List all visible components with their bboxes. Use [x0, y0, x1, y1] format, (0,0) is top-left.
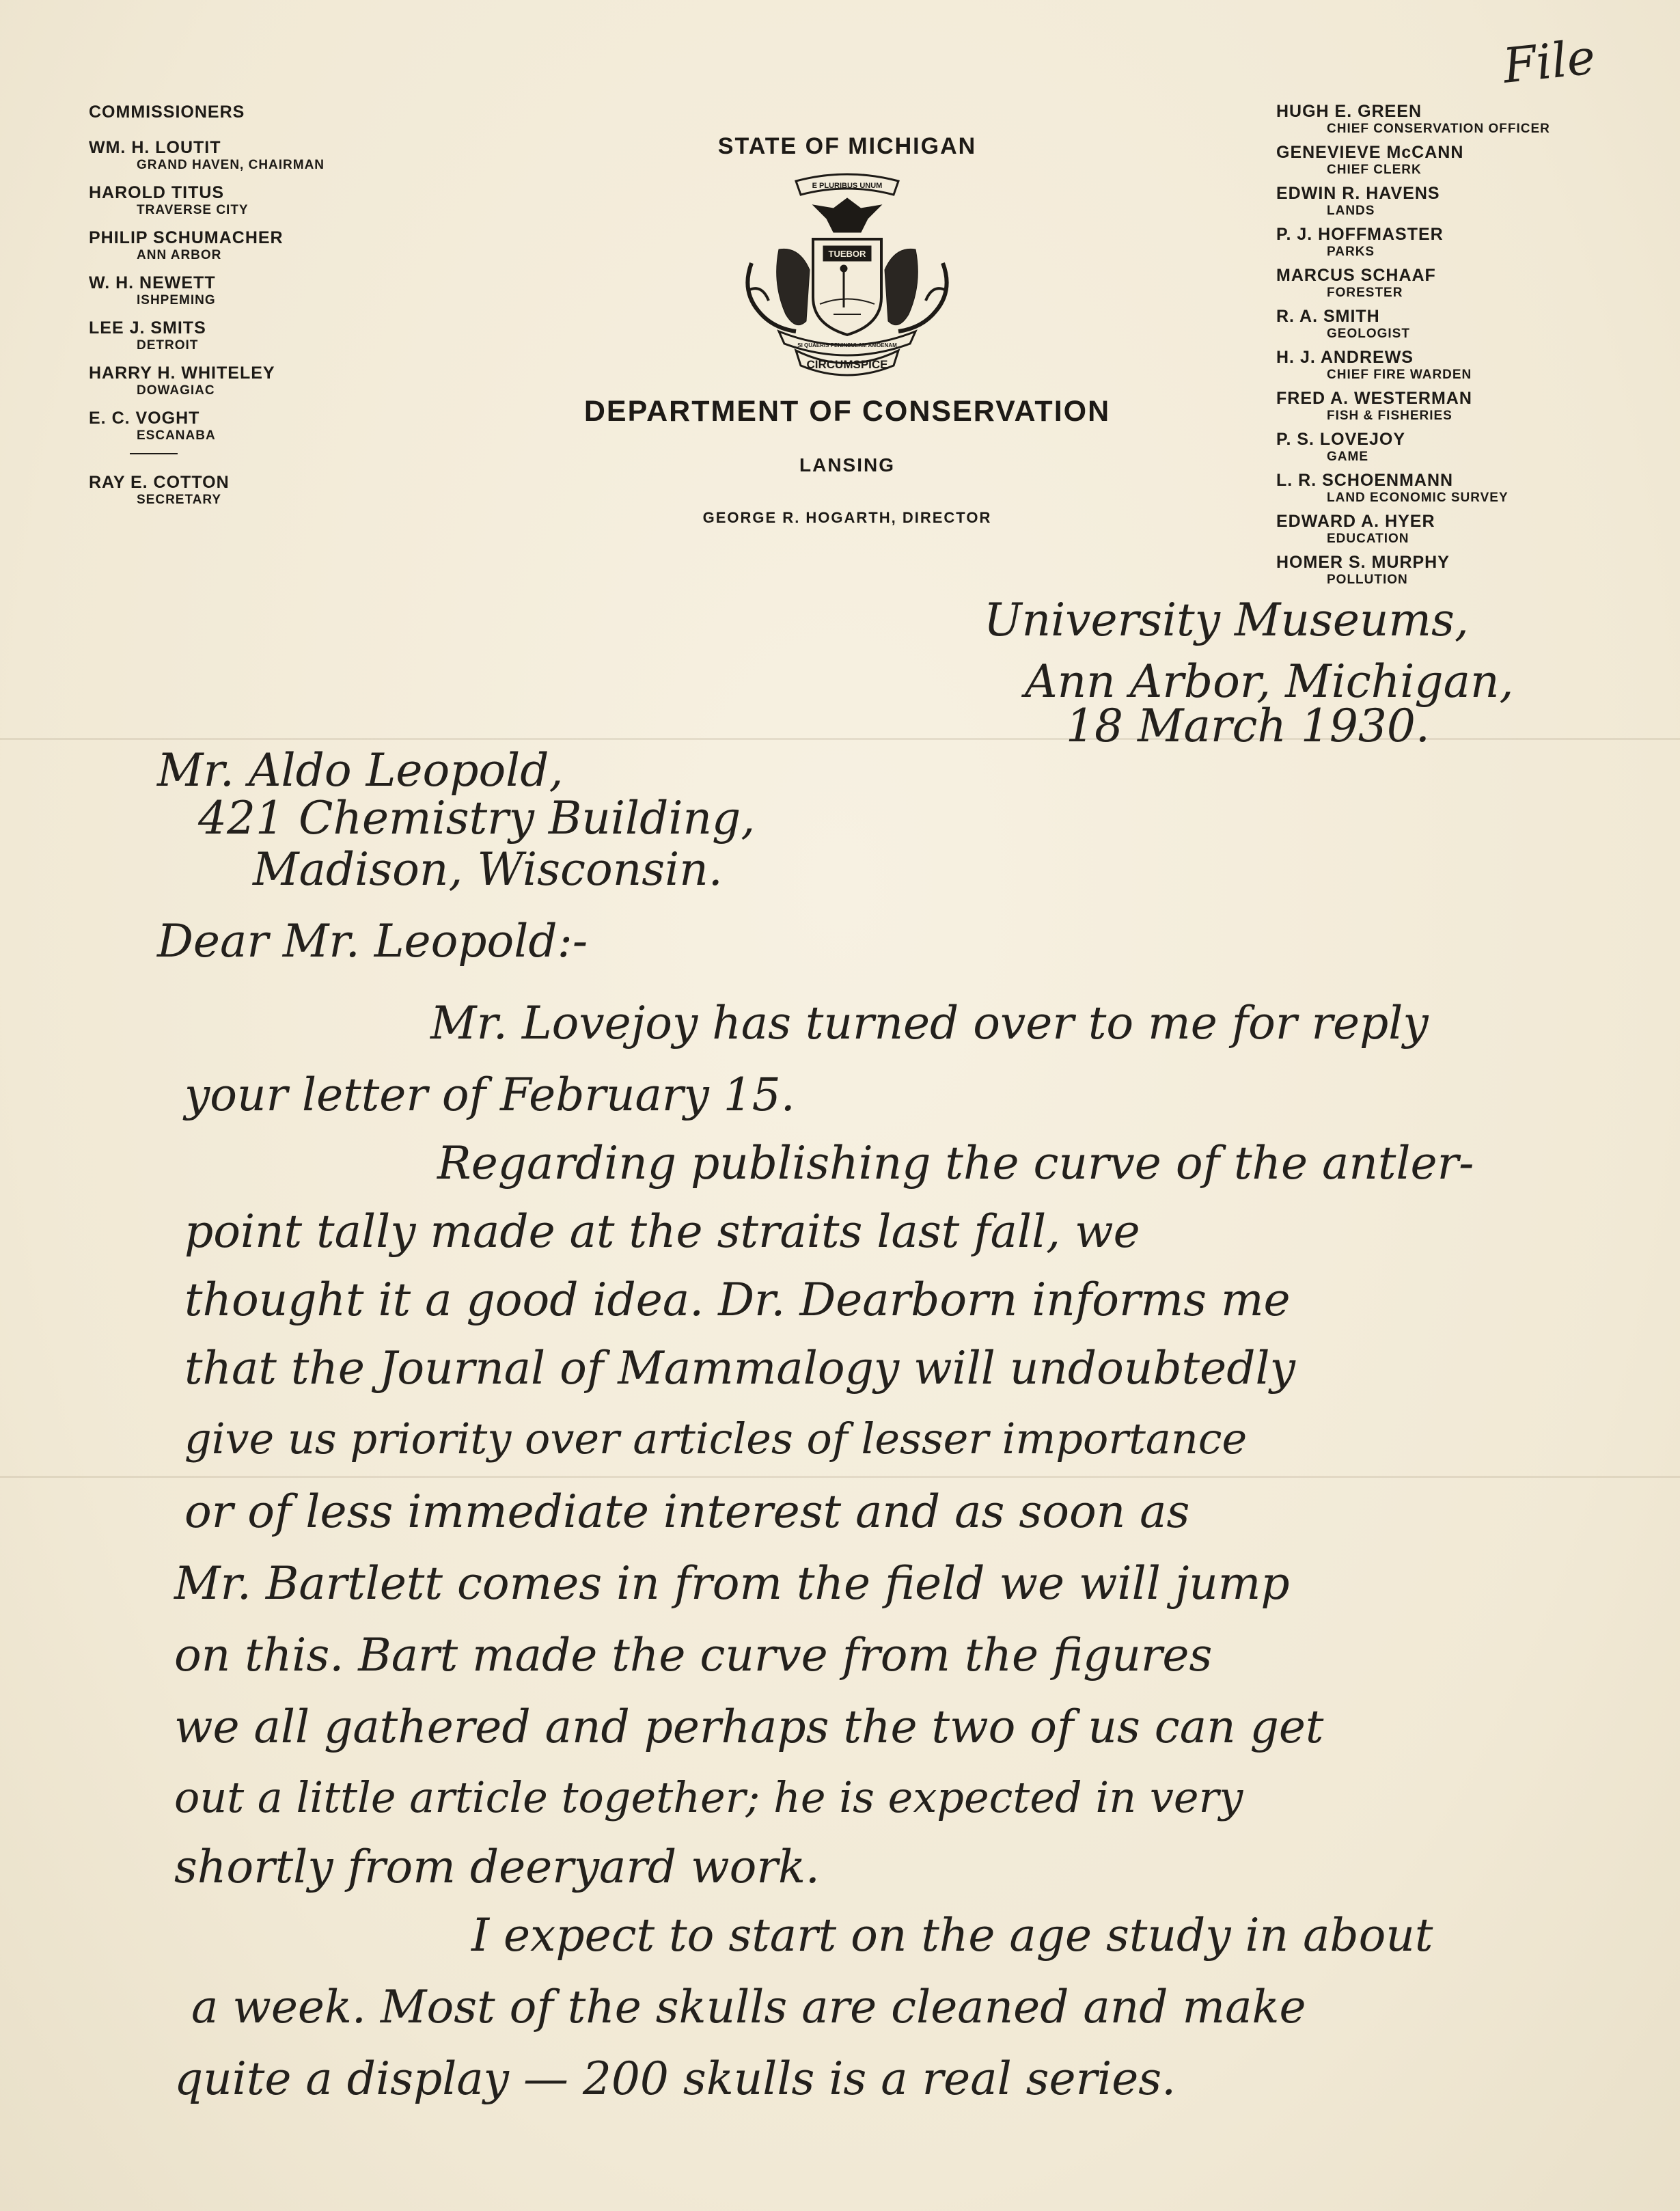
body-line: on this. Bart made the curve from the figures [174, 1629, 1213, 1681]
officer-entry [1276, 388, 1659, 424]
secretary-name: RAY E. COTTON [89, 473, 230, 492]
body-line: Mr. Lovejoy has turned over to me for reply [430, 997, 1429, 1049]
officer-title: LANDS [1327, 204, 1375, 218]
commissioner-entry [89, 137, 410, 173]
commissioner-entry [89, 228, 410, 263]
body-line: Regarding publishing the curve of the antler- [437, 1137, 1474, 1190]
commissioner-place: DOWAGIAC [137, 383, 215, 398]
department-title: DEPARTMENT OF CONSERVATION [583, 395, 1111, 428]
seal-motto-top: E PLURIBUS UNUM [812, 182, 883, 190]
body-line: out a little article together; he is expected in very [174, 1772, 1243, 1822]
officer-name: P. J. HOFFMASTER [1276, 225, 1444, 244]
commissioner-place: DETROIT [137, 338, 199, 353]
body-line: I expect to start on the age study in about [471, 1909, 1433, 1962]
commissioner-name: LEE J. SMITS [89, 318, 206, 338]
officer-name: P. S. LOVEJOY [1276, 430, 1406, 449]
commissioner-name: E. C. VOGHT [89, 409, 200, 428]
commissioner-place: GRAND HAVEN, CHAIRMAN [137, 158, 325, 172]
officer-title: FORESTER [1327, 286, 1403, 300]
commissioner-name: HARRY H. WHITELEY [89, 363, 275, 383]
body-line: your letter of February 15. [184, 1069, 795, 1121]
officer-title: FISH & FISHERIES [1327, 409, 1452, 423]
officer-title: PARKS [1327, 245, 1375, 259]
seal-shield-motto: TUEBOR [828, 249, 866, 259]
officer-title: CHIEF FIRE WARDEN [1327, 368, 1472, 382]
commissioner-name: WM. H. LOUTIT [89, 138, 221, 157]
commissioner-entry [89, 408, 410, 443]
officer-name: HOMER S. MURPHY [1276, 553, 1450, 572]
officer-name: R. A. SMITH [1276, 307, 1380, 326]
commissioner-entry [89, 273, 410, 308]
body-line: point tally made at the straits last fall, we [184, 1205, 1140, 1258]
commissioner-place: ANN ARBOR [137, 248, 222, 262]
seal-motto-bottom: CIRCUMSPICE [806, 358, 888, 371]
officer-entry [1276, 306, 1659, 342]
officer-entry [1276, 142, 1659, 178]
commissioner-name: W. H. NEWETT [89, 273, 216, 292]
officer-entry [1276, 470, 1659, 506]
body-line: give us priority over articles of lesser importance [184, 1414, 1248, 1464]
officer-name: MARCUS SCHAAF [1276, 266, 1436, 285]
officers-column [1276, 101, 1659, 593]
city-label: LANSING [799, 454, 895, 476]
michigan-seal-icon [731, 167, 963, 383]
state-title: STATE OF MICHIGAN [717, 133, 977, 159]
recipient-line: Madison, Wisconsin. [253, 843, 723, 896]
officer-name: FRED A. WESTERMAN [1276, 389, 1472, 408]
body-line: or of less immediate interest and as soon as [184, 1485, 1190, 1538]
officer-title: GAME [1327, 450, 1368, 464]
director-label: GEORGE R. HOGARTH, DIRECTOR [702, 509, 992, 526]
officer-title: CHIEF CLERK [1327, 163, 1422, 177]
officer-title: GEOLOGIST [1327, 327, 1410, 341]
file-annotation: File [1500, 29, 1598, 94]
commissioner-name: HAROLD TITUS [89, 183, 225, 202]
commissioner-place: ISHPEMING [137, 293, 216, 307]
return-address-line: Ann Arbor, Michigan, [1025, 655, 1514, 708]
officer-entry [1276, 511, 1659, 547]
officer-title: LAND ECONOMIC SURVEY [1327, 491, 1509, 505]
body-line: we all gathered and perhaps the two of us can get [174, 1701, 1324, 1753]
officer-name: GENEVIEVE McCANN [1276, 143, 1464, 162]
body-line: that the Journal of Mammalogy will undoubtedly [184, 1342, 1295, 1395]
officer-title: CHIEF CONSERVATION OFFICER [1327, 122, 1550, 136]
commissioners-column [89, 102, 410, 517]
officer-entry [1276, 183, 1659, 219]
body-line: a week. Most of the skulls are cleaned and make [191, 1981, 1306, 2033]
body-line: quite a display — 200 skulls is a real series. [174, 2052, 1176, 2105]
commissioner-place: TRAVERSE CITY [137, 203, 249, 217]
officer-title: EDUCATION [1327, 532, 1409, 546]
commissioner-name: PHILIP SCHUMACHER [89, 228, 284, 247]
seal-band-motto: SI QUAERIS PENINSULAM AMOENAM [797, 342, 897, 348]
officer-entry [1276, 347, 1659, 383]
divider [130, 453, 178, 454]
officer-entry [1276, 429, 1659, 465]
officer-entry [1276, 101, 1659, 137]
commissioner-entry [89, 182, 410, 218]
officer-name: EDWARD A. HYER [1276, 512, 1435, 531]
secretary-title: SECRETARY [137, 493, 222, 507]
officer-name: EDWIN R. HAVENS [1276, 184, 1440, 203]
commissioner-entry [89, 363, 410, 398]
commissioner-place: ESCANABA [137, 428, 216, 443]
recipient-line: Mr. Aldo Leopold, [157, 744, 564, 797]
commissioners-heading: COMMISSIONERS [89, 102, 245, 122]
return-address-line: University Museums, [984, 594, 1469, 646]
officer-entry [1276, 552, 1659, 588]
body-line: shortly from deeryard work. [174, 1841, 820, 1893]
officer-name: L. R. SCHOENMANN [1276, 471, 1454, 490]
letter-date: 18 March 1930. [1066, 700, 1430, 752]
officer-name: HUGH E. GREEN [1276, 102, 1422, 121]
recipient-line: 421 Chemistry Building, [198, 792, 756, 844]
officer-entry [1276, 265, 1659, 301]
secretary-entry [89, 472, 410, 508]
body-line: Mr. Bartlett comes in from the field we will jump [174, 1557, 1290, 1610]
officer-entry [1276, 224, 1659, 260]
salutation: Dear Mr. Leopold:- [157, 915, 588, 967]
officer-name: H. J. ANDREWS [1276, 348, 1414, 367]
commissioner-entry [89, 318, 410, 353]
fold-crease [0, 1476, 1680, 1478]
officer-title: POLLUTION [1327, 573, 1408, 587]
body-line: thought it a good idea. Dr. Dearborn informs me [184, 1274, 1291, 1326]
